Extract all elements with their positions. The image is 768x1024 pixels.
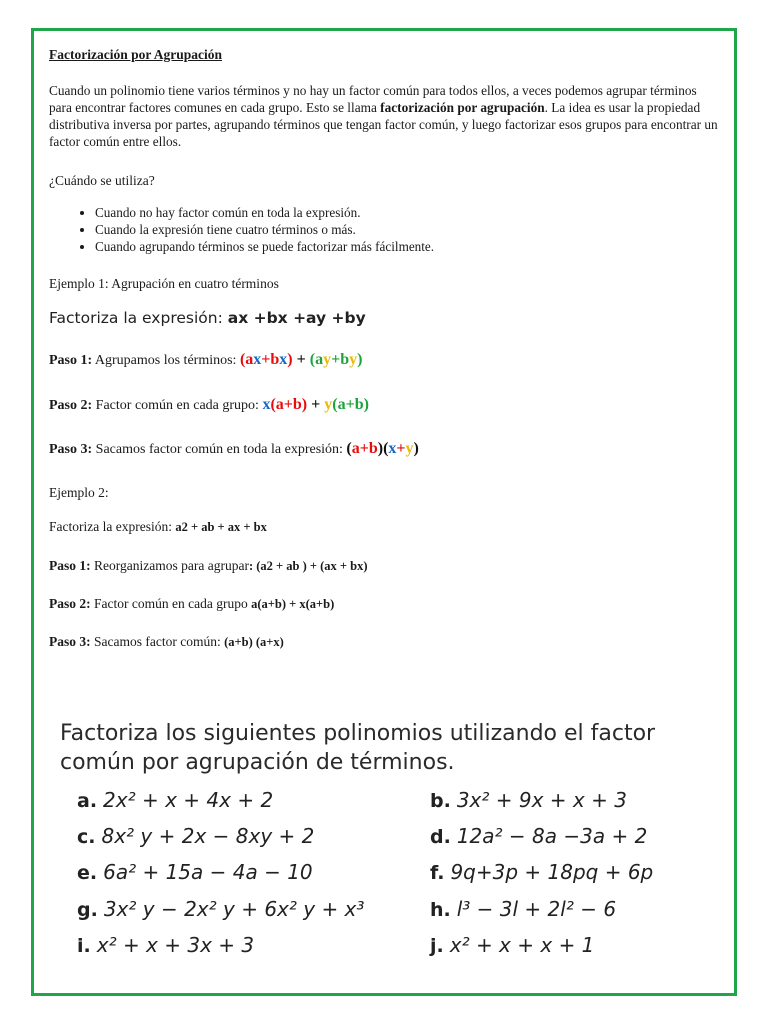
exercise-item — [77, 933, 254, 957]
exercise-expression: 3x² y − 2x² y + 6x² y + x³ — [103, 897, 365, 921]
exercise-item — [77, 788, 273, 812]
step-text: Agrupamos los términos: — [92, 353, 240, 368]
exercise-letter: f. — [430, 862, 445, 884]
exercise-letter: e. — [77, 862, 98, 884]
exercise-item — [430, 860, 653, 884]
step-label: Paso 3: — [49, 442, 93, 457]
exercise-letter: h. — [430, 899, 451, 921]
exercise-letter: c. — [77, 826, 96, 848]
step1-result: (ax+bx) + (ay+by) — [239, 351, 363, 368]
exercise-expression: 2x² + x + 4x + 2 — [103, 788, 274, 812]
exercise-expression: 8x² y + 2x − 8xy + 2 — [101, 824, 315, 848]
intro-bold-term: factorización por agrupación — [380, 100, 545, 115]
intro-text: Cuando un polinomio tiene varios términos y no hay un factor común para todos ellos, a veces podemos agrupar términos para encontrar factores comunes en cada grupo. Esto se llama — [49, 83, 697, 115]
step-label: Paso 2: — [49, 398, 93, 413]
step-label: Paso 1: — [49, 558, 91, 573]
example2-prompt — [49, 519, 267, 535]
page-frame — [31, 28, 737, 996]
exercise-item — [430, 824, 647, 848]
exercise-expression: l³ − 3l + 2l² − 6 — [456, 897, 617, 921]
exercise-item — [77, 824, 314, 848]
example2-step3 — [49, 634, 284, 650]
step-label: Paso 3: — [49, 634, 91, 649]
step3-result: (a+b)(x+y) — [346, 440, 419, 457]
exercise-item — [430, 897, 616, 921]
step-text: Factor común en cada grupo — [90, 596, 252, 611]
step-text: Reorganizamos para agrupar — [90, 558, 249, 573]
step-label: Paso 1: — [49, 353, 93, 368]
document-title: Factorización por Agrupación — [49, 47, 222, 62]
exercise-item — [77, 897, 364, 921]
list-item: • Cuando no hay factor común en toda la expresión. — [95, 204, 434, 221]
example2-expression: a2 + ab + ax + bx — [175, 520, 267, 534]
intro-text: . La idea es usar la propiedad distributiva inversa por partes, agrupando términos que tengan factor común, y luego factorizar esos grupos para encontrar un factor común entre ellos. — [49, 100, 718, 149]
exercises-heading — [60, 719, 720, 777]
step-text: Sacamos factor común: — [90, 634, 225, 649]
exercise-letter: g. — [77, 899, 98, 921]
intro-paragraph — [49, 82, 719, 150]
question-heading: ¿Cuándo se utiliza? — [49, 173, 155, 188]
step-value: a(a+b) + x(a+b) — [251, 597, 335, 611]
exercise-expression: x² + x + x + 1 — [449, 933, 595, 957]
example2-heading: Ejemplo 2: — [49, 485, 109, 500]
example1-expression: ax +bx +ay +by — [227, 309, 366, 327]
exercise-expression: x² + x + 3x + 3 — [96, 933, 255, 957]
exercise-expression: 3x² + 9x + x + 3 — [456, 788, 627, 812]
exercise-letter: b. — [430, 790, 451, 812]
example2-step2 — [49, 596, 334, 612]
step-value: : (a2 + ab ) + (ax + bx) — [248, 559, 368, 573]
example1-heading: Ejemplo 1: Agrupación en cuatro términos — [49, 276, 279, 291]
list-item: • Cuando agrupando términos se puede factorizar más fácilmente. — [95, 238, 434, 255]
exercise-letter: a. — [77, 790, 98, 812]
exercise-expression: 12a² − 8a −3a + 2 — [456, 824, 648, 848]
exercise-letter: d. — [430, 826, 451, 848]
example2-step1 — [49, 558, 368, 574]
example1-prompt — [49, 309, 366, 327]
exercise-item — [430, 933, 594, 957]
step-value: (a+b) (a+x) — [224, 635, 284, 649]
exercises-heading-line: Factoriza los siguientes polinomios utilizando el factor — [60, 721, 656, 746]
prompt-text: Factoriza la expresión: — [49, 309, 228, 327]
exercises-heading-line: común por agrupación de términos. — [60, 750, 455, 775]
exercise-letter: i. — [77, 935, 91, 957]
example1-step3 — [49, 440, 419, 458]
step2-result: x(a+b) + y(a+b) — [262, 396, 369, 413]
step-label: Paso 2: — [49, 596, 91, 611]
bullet-list — [49, 204, 434, 255]
exercise-item — [77, 860, 313, 884]
example1-step1 — [49, 351, 362, 369]
exercise-expression: 9q+3p + 18pq + 6p — [450, 860, 654, 884]
step-text: Factor común en cada grupo: — [92, 398, 263, 413]
step-text: Sacamos factor común en toda la expresión: — [92, 442, 347, 457]
exercise-item — [430, 788, 627, 812]
prompt-text: Factoriza la expresión: — [49, 519, 176, 534]
exercise-expression: 6a² + 15a − 4a − 10 — [103, 860, 313, 884]
example1-step2 — [49, 396, 369, 414]
list-item: • Cuando la expresión tiene cuatro términos o más. — [95, 221, 434, 238]
exercise-letter: j. — [430, 935, 444, 957]
